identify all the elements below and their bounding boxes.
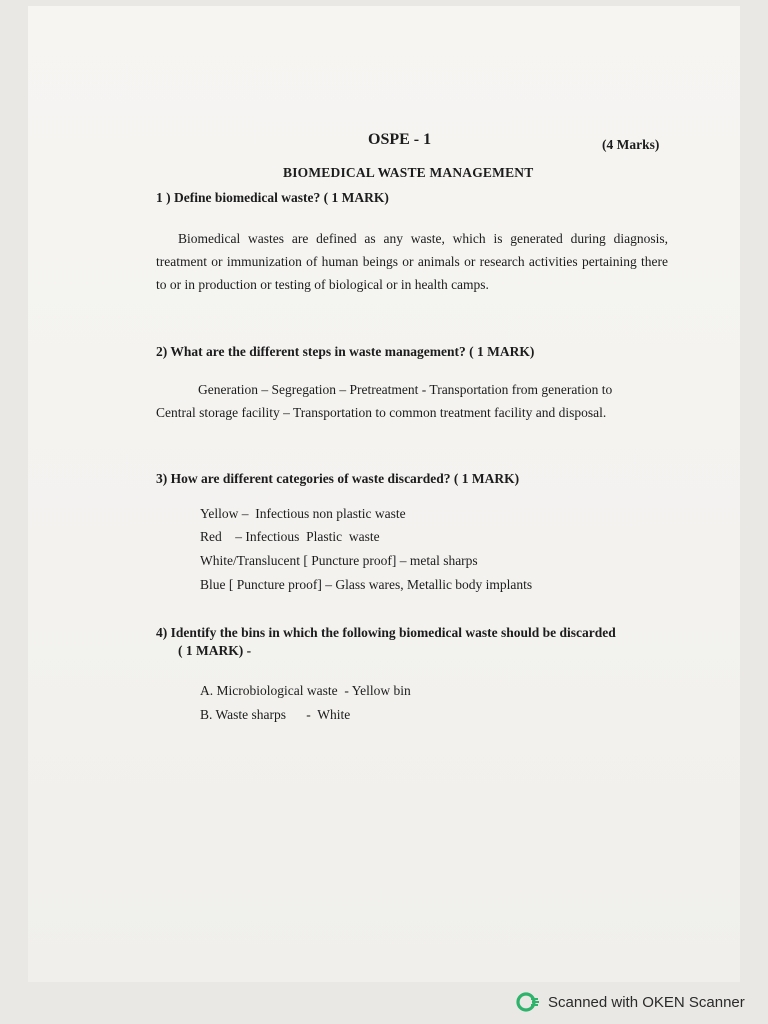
question-1: 1 ) Define biomedical waste? ( 1 MARK) [156,190,389,205]
marks-label: (4 Marks) [602,137,660,152]
question-3: 3) How are different categories of waste discarded? ( 1 MARK) [156,471,520,486]
scanner-watermark [516,990,745,1014]
list-item: Yellow – Infectious non plastic waste [200,506,406,521]
section-heading: BIOMEDICAL WASTE MANAGEMENT [283,165,534,180]
list-item: A. Microbiological waste - Yellow bin [200,683,411,698]
question-2: 2) What are the different steps in waste management? ( 1 MARK) [156,344,535,359]
answer-2: Generation – Segregation – Pretreatment - Transportation from generation to Central storage facility – Transportation to common treatment facility and disposal. [156,382,613,420]
watermark-text: Scanned with OKEN Scanner [548,993,745,1011]
question-4-continued: ( 1 MARK) - [178,643,252,658]
list-item: Blue [ Puncture proof] – Glass wares, Metallic body implants [200,577,533,592]
question-4: 4) Identify the bins in which the following biomedical waste should be discarded [156,625,616,640]
list-item: White/Translucent [ Puncture proof] – metal sharps [200,553,478,568]
scanner-logo-icon [516,990,540,1014]
list-item: Red – Infectious Plastic waste [200,529,380,544]
list-item: B. Waste sharps - White [200,707,351,722]
page-title: OSPE - 1 [368,131,432,148]
answer-1: Biomedical wastes are defined as any waste, which is generated during diagnosis, treatment or immunization of human beings or animals or research activities pertaining there to or in production or testing of biological or in health camps. [156,231,668,292]
